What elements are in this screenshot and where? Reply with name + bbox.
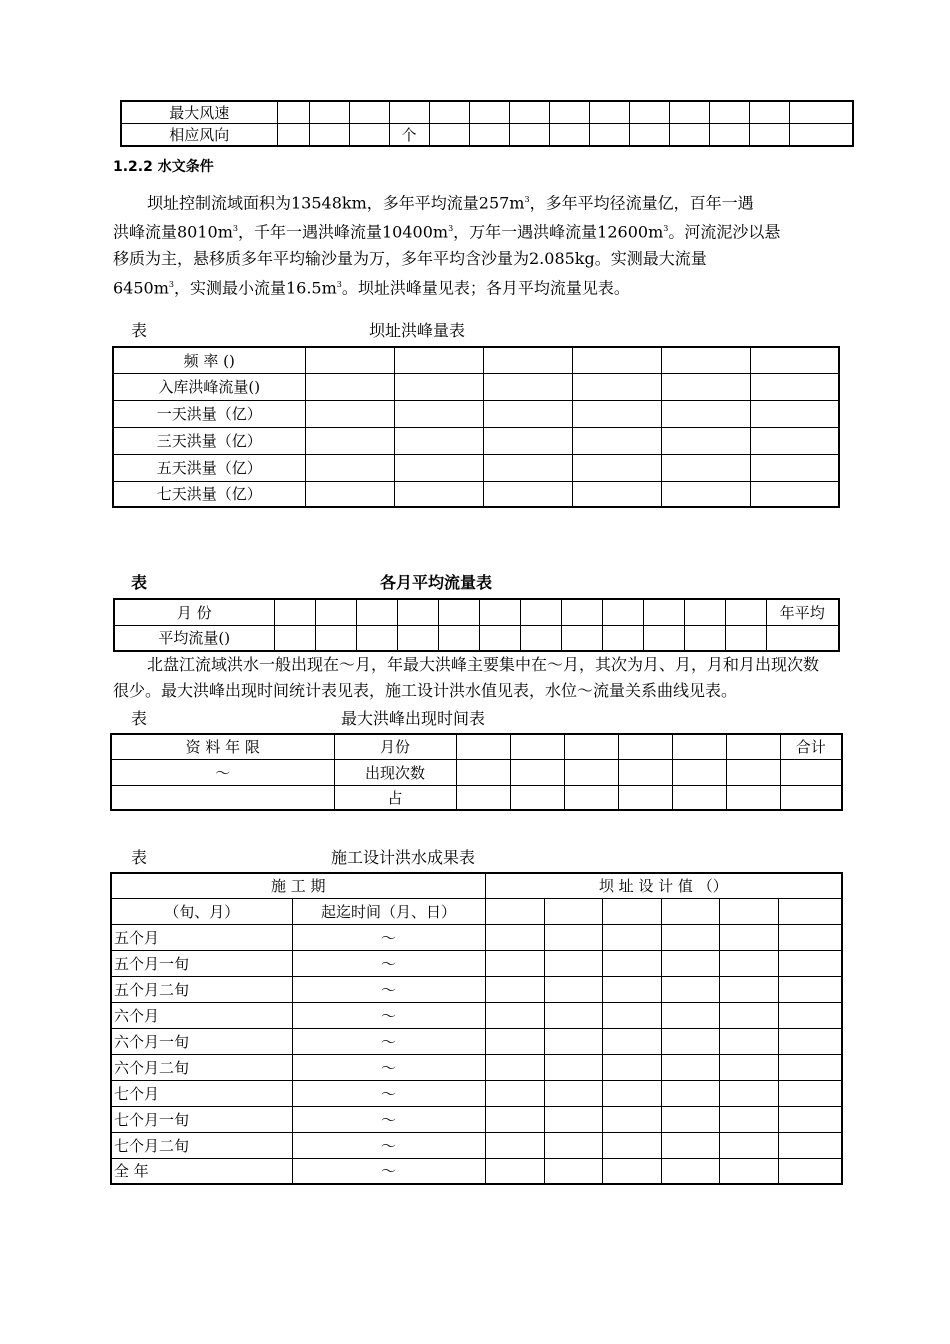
table-cell (305, 481, 394, 507)
table-cell (719, 1028, 778, 1054)
table-cell (684, 599, 725, 625)
table-cell (661, 427, 750, 454)
table-cell: 占 (334, 785, 456, 810)
table-cell (661, 481, 750, 507)
table-cell (661, 1106, 719, 1132)
table-row (111, 924, 842, 950)
table-cell (274, 625, 315, 651)
table-cell (509, 124, 549, 147)
section-heading: 1.2.2 水文条件 (113, 159, 214, 175)
table-cell (394, 400, 483, 427)
table-caption-prefix: 表 (131, 573, 148, 592)
table-cell (778, 976, 842, 1002)
table-cell (438, 599, 479, 625)
table-cell (483, 347, 572, 373)
table-cell (661, 976, 719, 1002)
table-cell (778, 1158, 842, 1184)
table-cell (544, 1106, 602, 1132)
table-cell: 六个月二旬 (111, 1054, 292, 1080)
table-cell (572, 347, 661, 373)
table-cell (602, 625, 643, 651)
table-cell (394, 347, 483, 373)
table-cell: ～ (292, 924, 485, 950)
table-cell (661, 347, 750, 373)
table-cell (602, 1106, 661, 1132)
table-cell (483, 373, 572, 400)
table-cell: 出现次数 (334, 759, 456, 785)
table-cell (602, 950, 661, 976)
table-row (114, 625, 839, 651)
table-cell (661, 924, 719, 950)
table-cell (397, 599, 438, 625)
table-cell (564, 734, 618, 759)
table-cell (572, 427, 661, 454)
table-row (121, 101, 853, 124)
table-row (113, 454, 839, 481)
table-cell (520, 599, 561, 625)
table-cell (602, 1028, 661, 1054)
table-cell (709, 101, 749, 124)
table-cell (456, 785, 510, 810)
table-cell (749, 101, 789, 124)
table-cell: 三天洪量（亿） (113, 427, 305, 454)
construction-flood-table (110, 872, 843, 1185)
table-cell (397, 625, 438, 651)
table-row (111, 950, 842, 976)
table-cell (394, 481, 483, 507)
table-cell (672, 759, 726, 785)
table-cell (469, 101, 509, 124)
table-cell (349, 101, 389, 124)
table-cell: 起迄时间（月、日） (292, 898, 485, 924)
table-cell (778, 950, 842, 976)
table-cell (485, 950, 544, 976)
table-cell (589, 101, 629, 124)
table-cell (719, 1080, 778, 1106)
table-cell (510, 785, 564, 810)
table-cell (572, 454, 661, 481)
table-cell (778, 924, 842, 950)
table-cell (485, 1158, 544, 1184)
table-cell (356, 625, 397, 651)
table-cell (750, 427, 839, 454)
table-caption-title: 最大洪峰出现时间表 (341, 709, 486, 728)
table-cell: 年平均 (766, 599, 839, 625)
table-row (111, 1002, 842, 1028)
table-cell: 月份 (334, 734, 456, 759)
table-cell (778, 1054, 842, 1080)
table-cell: 七个月 (111, 1080, 292, 1106)
table-cell (750, 400, 839, 427)
table-row (111, 1028, 842, 1054)
table-cell (778, 1080, 842, 1106)
table-cell (719, 1106, 778, 1132)
table-row (111, 898, 842, 924)
table-row (121, 124, 853, 147)
table-cell (602, 1054, 661, 1080)
table-cell (789, 124, 853, 147)
table-cell (544, 950, 602, 976)
table-cell (789, 101, 853, 124)
table-cell (485, 924, 544, 950)
table-cell (661, 950, 719, 976)
table-cell (618, 759, 672, 785)
max-flood-time-table (110, 733, 843, 811)
row-label: 最大风速 (121, 101, 277, 124)
table-cell (719, 924, 778, 950)
table-cell (544, 1002, 602, 1028)
table-cell (643, 599, 684, 625)
table-cell (469, 124, 509, 147)
table-cell (661, 400, 750, 427)
table-cell (719, 898, 778, 924)
table-cell (725, 599, 766, 625)
table-cell (661, 373, 750, 400)
paragraph-hydrology: 坝址控制流域面积为13548km，多年平均流量$257m^3$，多年平均径流量亿，百年一遇 洪峰流量$8010m^3$，千年一遇洪峰流量$10400m^3$，万年一遇洪峰流量$12600m^3$。河流泥沙以悬 移质为主，悬移质多年平均输沙量为万，多年平均含沙量为2.085kg。实测最大流量 $6450m^3$，实测最小流量$16.5m^3$。坝址洪峰量见表；各月平均流量见表。 (113, 193, 781, 297)
table-cell (669, 101, 709, 124)
table-cell (778, 1002, 842, 1028)
table-cell: 全 年 (111, 1158, 292, 1184)
table-cell (618, 734, 672, 759)
table-cell: 频 率 () (113, 347, 305, 373)
table-cell (349, 124, 389, 147)
table-cell: 个 (389, 124, 429, 147)
table-cell (549, 124, 589, 147)
table-cell (485, 1028, 544, 1054)
table-cell: 五个月 (111, 924, 292, 950)
table-cell (726, 734, 780, 759)
table-row (111, 873, 842, 898)
table-cell (309, 101, 349, 124)
table-cell: ～ (292, 950, 485, 976)
table-cell (661, 1028, 719, 1054)
table-cell (479, 625, 520, 651)
table-cell (778, 1028, 842, 1054)
table-cell (549, 101, 589, 124)
table-caption-prefix: 表 (131, 848, 148, 867)
table-cell (561, 625, 602, 651)
table-cell (661, 454, 750, 481)
table-cell (389, 101, 429, 124)
table-cell (456, 759, 510, 785)
table-row (111, 759, 842, 785)
table-cell: ～ (292, 1080, 485, 1106)
table-row (113, 427, 839, 454)
table-cell (111, 785, 334, 810)
table-cell (749, 124, 789, 147)
table-cell (277, 124, 309, 147)
table-cell (684, 625, 725, 651)
table-row (111, 1106, 842, 1132)
table-caption-title: 坝址洪峰量表 (369, 321, 466, 340)
table-caption-prefix: 表 (131, 321, 148, 340)
table-cell (778, 898, 842, 924)
table-cell (485, 1054, 544, 1080)
table-row (113, 400, 839, 427)
table-cell: ～ (292, 976, 485, 1002)
table-cell: 平均流量() (114, 625, 274, 651)
table-cell: 六个月一旬 (111, 1028, 292, 1054)
table-cell (629, 101, 669, 124)
table-cell (602, 1002, 661, 1028)
table-cell (564, 785, 618, 810)
table-cell: ～ (292, 1158, 485, 1184)
table-cell: ～ (292, 1028, 485, 1054)
table-cell (589, 124, 629, 147)
table-cell (309, 124, 349, 147)
table-row (111, 734, 842, 759)
table-cell (394, 373, 483, 400)
table-cell: 一天洪量（亿） (113, 400, 305, 427)
table-cell (483, 427, 572, 454)
table-cell (544, 1080, 602, 1106)
table-cell (315, 599, 356, 625)
table-cell (564, 759, 618, 785)
table-cell (483, 400, 572, 427)
table-cell (618, 785, 672, 810)
table-cell: 七天洪量（亿） (113, 481, 305, 507)
table-cell (602, 1132, 661, 1158)
table-cell (485, 1106, 544, 1132)
table-row (113, 347, 839, 373)
table-cell (672, 785, 726, 810)
table-cell (778, 1106, 842, 1132)
table-cell (766, 625, 839, 651)
table-cell (485, 1002, 544, 1028)
table-cell: 七个月二旬 (111, 1132, 292, 1158)
table-cell (438, 625, 479, 651)
table-cell (750, 481, 839, 507)
table-cell (719, 1002, 778, 1028)
table-cell (510, 734, 564, 759)
table-cell: 月 份 (114, 599, 274, 625)
table-cell (602, 1080, 661, 1106)
table-cell (485, 1080, 544, 1106)
table-cell: 五个月一旬 (111, 950, 292, 976)
table-cell (456, 734, 510, 759)
table-cell (726, 759, 780, 785)
table-cell (274, 599, 315, 625)
wind-table (120, 100, 854, 147)
table-cell (719, 976, 778, 1002)
table-cell (544, 924, 602, 950)
table-cell (572, 481, 661, 507)
monthly-flow-table (113, 598, 840, 652)
table-cell (544, 1028, 602, 1054)
table-row (111, 1132, 842, 1158)
table-cell (305, 373, 394, 400)
table-cell (394, 454, 483, 481)
table-cell (544, 898, 602, 924)
table-cell: 坝 址 设 计 值 （） (485, 873, 842, 898)
table-cell (629, 124, 669, 147)
table-cell (485, 1132, 544, 1158)
table-cell: ～ (292, 1106, 485, 1132)
table-caption-title: 施工设计洪水成果表 (331, 848, 476, 867)
table-cell (277, 101, 309, 124)
table-cell: 五天洪量（亿） (113, 454, 305, 481)
table-cell (661, 1080, 719, 1106)
table-row (114, 599, 839, 625)
table-cell (602, 976, 661, 1002)
table-cell: 入库洪峰流量() (113, 373, 305, 400)
table-cell (602, 924, 661, 950)
table-caption-title: 各月平均流量表 (380, 573, 493, 592)
table-cell (356, 599, 397, 625)
table-cell (544, 976, 602, 1002)
table-cell (305, 427, 394, 454)
table-cell (719, 1054, 778, 1080)
table-row (111, 1054, 842, 1080)
table-cell (780, 759, 842, 785)
table-cell (561, 599, 602, 625)
table-cell (726, 785, 780, 810)
table-cell: 合计 (780, 734, 842, 759)
table-cell (719, 950, 778, 976)
table-cell (485, 898, 544, 924)
table-cell (661, 1054, 719, 1080)
table-row (113, 373, 839, 400)
table-cell (725, 625, 766, 651)
table-cell: ～ (111, 759, 334, 785)
table-cell (672, 734, 726, 759)
table-cell: 资 料 年 限 (111, 734, 334, 759)
table-cell (305, 454, 394, 481)
table-cell (572, 373, 661, 400)
table-caption-prefix: 表 (131, 709, 148, 728)
table-cell: ～ (292, 1054, 485, 1080)
row-label: 相应风向 (121, 124, 277, 147)
table-row (111, 785, 842, 810)
table-cell (544, 1132, 602, 1158)
paragraph-flood-season: 北盘江流域洪水一般出现在～月，年最大洪峰主要集中在～月，其次为月、月，月和月出现次数 很少。最大洪峰出现时间统计表见表，施工设计洪水值见表，水位～流量关系曲线见表。 (113, 655, 820, 700)
table-cell (520, 625, 561, 651)
table-row (111, 1080, 842, 1106)
table-cell (750, 454, 839, 481)
table-cell (509, 101, 549, 124)
table-cell (394, 427, 483, 454)
table-cell (510, 759, 564, 785)
table-row (111, 976, 842, 1002)
table-cell (602, 1158, 661, 1184)
table-cell: （旬、月） (111, 898, 292, 924)
table-cell (305, 400, 394, 427)
table-cell (602, 599, 643, 625)
table-cell: ～ (292, 1132, 485, 1158)
table-cell (750, 373, 839, 400)
table-cell: 七个月一旬 (111, 1106, 292, 1132)
table-cell (485, 976, 544, 1002)
table-cell (305, 347, 394, 373)
table-cell (661, 898, 719, 924)
table-cell (719, 1158, 778, 1184)
table-cell: ～ (292, 1002, 485, 1028)
table-cell (778, 1132, 842, 1158)
table-cell (483, 454, 572, 481)
table-cell (544, 1054, 602, 1080)
table-cell (661, 1132, 719, 1158)
table-cell (315, 625, 356, 651)
table-cell (643, 625, 684, 651)
table-cell (483, 481, 572, 507)
table-cell (780, 785, 842, 810)
table-row (111, 1158, 842, 1184)
table-cell (709, 124, 749, 147)
table-cell: 五个月二旬 (111, 976, 292, 1002)
table-cell (479, 599, 520, 625)
table-cell (719, 1132, 778, 1158)
flood-peak-table (112, 346, 840, 508)
table-cell (661, 1002, 719, 1028)
table-cell: 六个月 (111, 1002, 292, 1028)
table-cell (750, 347, 839, 373)
table-cell (602, 898, 661, 924)
table-cell (544, 1158, 602, 1184)
table-cell: 施 工 期 (111, 873, 485, 898)
table-cell (669, 124, 709, 147)
table-cell (572, 400, 661, 427)
table-cell (661, 1158, 719, 1184)
table-cell (429, 124, 469, 147)
table-row (113, 481, 839, 507)
table-cell (429, 101, 469, 124)
